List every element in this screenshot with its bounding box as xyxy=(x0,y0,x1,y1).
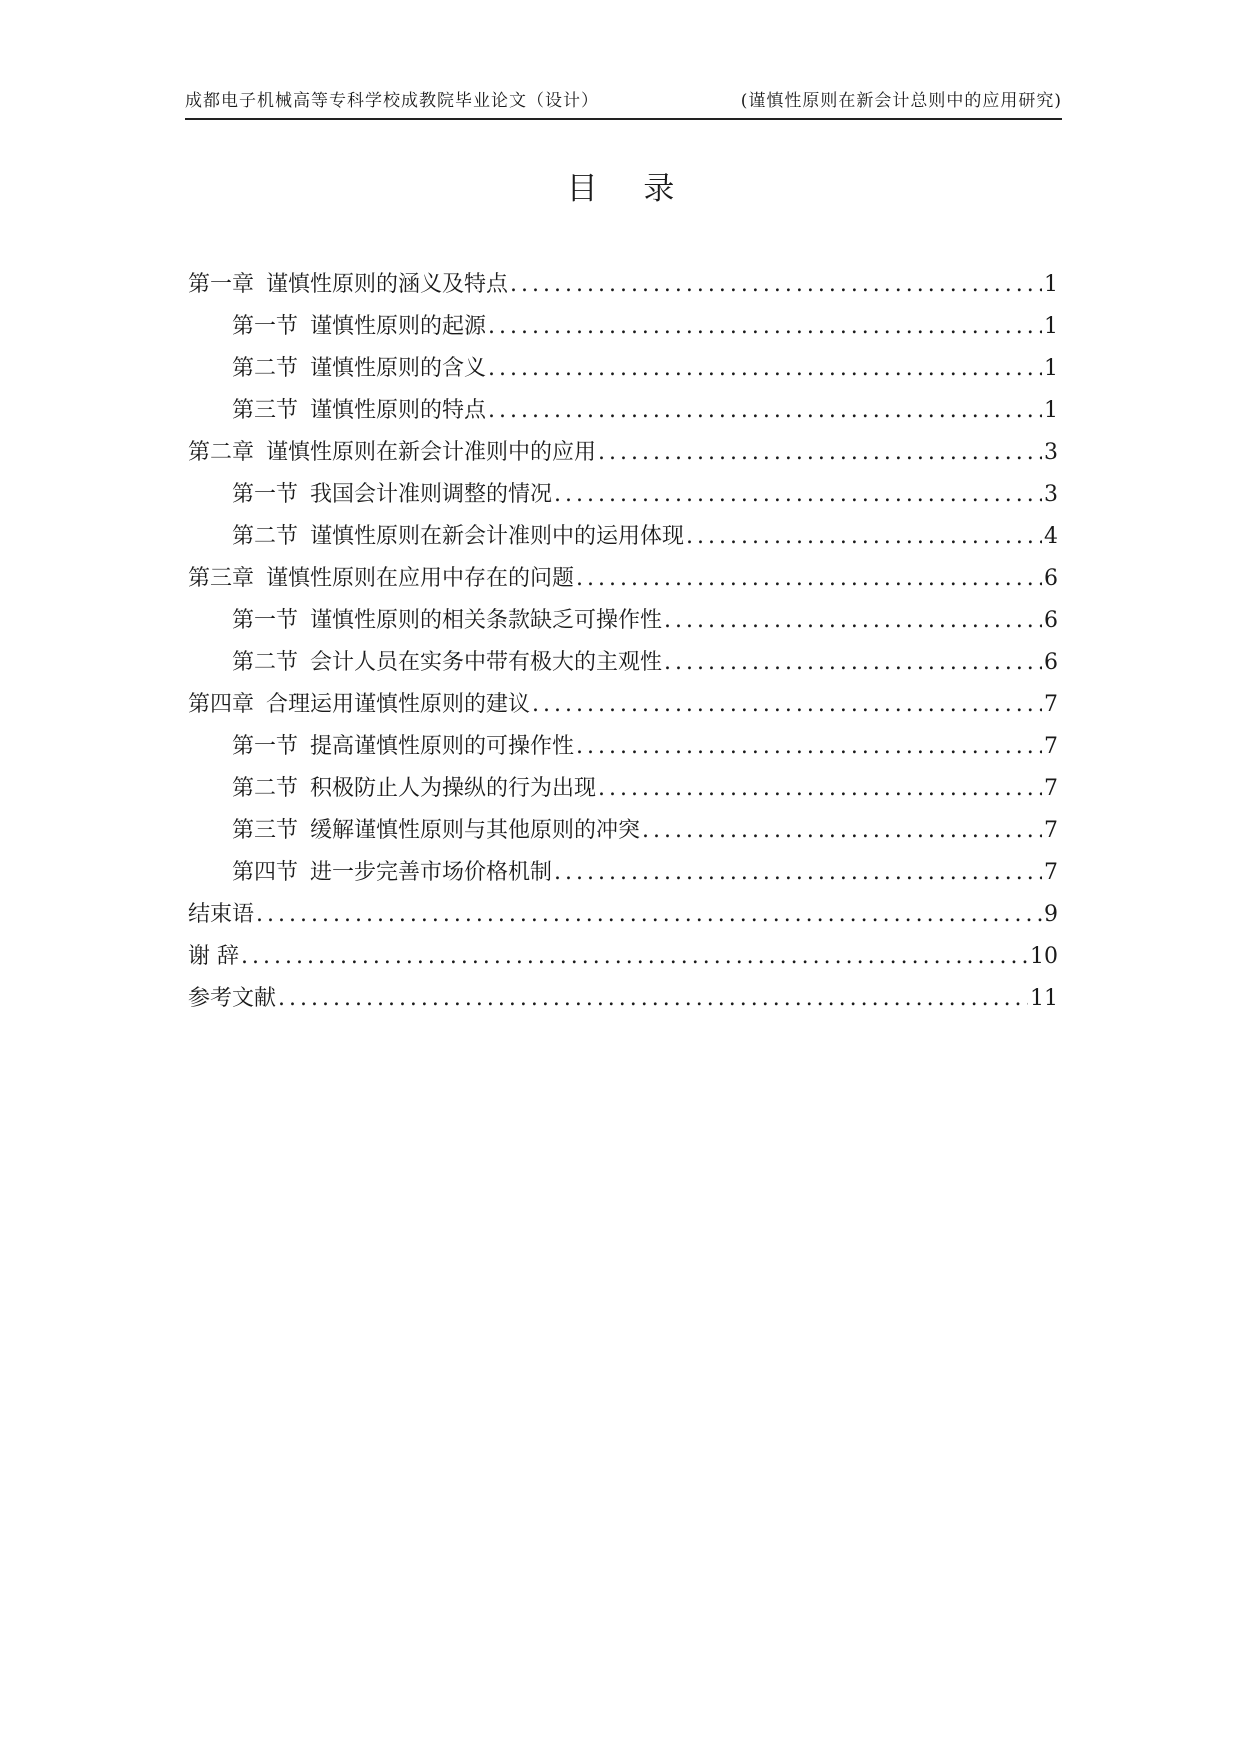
toc-dot-leader xyxy=(488,306,1042,348)
toc-page-number: 7 xyxy=(1044,860,1058,885)
toc-section-entry[interactable] xyxy=(188,810,1058,852)
toc-dot-leader xyxy=(642,810,1042,852)
toc-entry-label: 谨慎性原则在新会计准则中的运用体现 xyxy=(310,524,685,549)
toc-entry-title xyxy=(188,978,276,1020)
toc-entry-number: 第四节 xyxy=(232,860,299,885)
toc-section-entry[interactable] xyxy=(188,600,1058,642)
toc-entry-title xyxy=(232,768,596,810)
toc-page-number: 10 xyxy=(1030,944,1058,969)
header-thesis-title: (谨慎性原则在新会计总则中的应用研究) xyxy=(740,91,1062,111)
toc-page-number: 7 xyxy=(1044,818,1058,843)
toc-page-number: 9 xyxy=(1044,902,1058,927)
toc-dot-leader xyxy=(576,558,1042,600)
toc-entry-title xyxy=(232,390,486,432)
toc-dot-leader xyxy=(554,474,1042,516)
toc-entry-number: 第四章 xyxy=(188,692,255,717)
toc-entry-number: 第二节 xyxy=(232,524,299,549)
toc-entry-label: 缓解谨慎性原则与其他原则的冲突 xyxy=(310,818,641,843)
toc-section-entry[interactable] xyxy=(188,348,1058,390)
toc-section-entry[interactable] xyxy=(188,768,1058,810)
toc-dot-leader xyxy=(278,978,1028,1020)
toc-entry-number: 第一节 xyxy=(232,608,299,633)
toc-chapter-entry[interactable] xyxy=(188,432,1058,474)
toc-entry-label: 谨慎性原则在新会计准则中的应用 xyxy=(266,440,597,465)
toc-section-entry[interactable] xyxy=(188,474,1058,516)
toc-entry-label: 谨慎性原则在应用中存在的问题 xyxy=(266,566,575,591)
toc-dot-leader xyxy=(664,642,1042,684)
toc-entry-title xyxy=(188,894,254,936)
toc-entry-number: 第二章 xyxy=(188,440,255,465)
toc-entry-label: 合理运用谨慎性原则的建议 xyxy=(266,692,531,717)
toc-page-number: 7 xyxy=(1044,776,1058,801)
toc-dot-leader xyxy=(554,852,1042,894)
toc-page-number: 3 xyxy=(1044,440,1058,465)
toc-chapter-entry[interactable] xyxy=(188,684,1058,726)
toc-page-number: 11 xyxy=(1030,986,1058,1011)
toc-entry-title xyxy=(188,684,530,726)
toc-entry-label: 谨慎性原则的相关条款缺乏可操作性 xyxy=(310,608,663,633)
toc-entry-title xyxy=(188,432,596,474)
toc-page-number: 3 xyxy=(1044,482,1058,507)
toc-page-number: 4 xyxy=(1044,524,1058,549)
toc-entry-label: 参考文献 xyxy=(188,986,277,1011)
toc-entry-label: 结束语 xyxy=(188,902,255,927)
toc-entry-title xyxy=(232,810,640,852)
toc-entry-number: 第一节 xyxy=(232,314,299,339)
toc-entry-number: 第二节 xyxy=(232,356,299,381)
toc-dot-leader xyxy=(686,516,1042,558)
toc-chapter-entry[interactable] xyxy=(188,264,1058,306)
toc-entry-title xyxy=(188,558,574,600)
toc-chapter-entry[interactable] xyxy=(188,936,1058,978)
toc-entry-title xyxy=(232,642,662,684)
toc-dot-leader xyxy=(256,894,1042,936)
toc-section-entry[interactable] xyxy=(188,390,1058,432)
toc-entry-title xyxy=(232,726,574,768)
toc-dot-leader xyxy=(598,768,1042,810)
toc-entry-number: 第三节 xyxy=(232,398,299,423)
toc-section-entry[interactable] xyxy=(188,642,1058,684)
toc-page-number: 1 xyxy=(1044,272,1058,297)
toc-page-number: 1 xyxy=(1044,314,1058,339)
toc-entry-label: 谨慎性原则的特点 xyxy=(310,398,487,423)
table-of-contents xyxy=(188,264,1058,1020)
toc-dot-leader xyxy=(241,936,1028,978)
toc-chapter-entry[interactable] xyxy=(188,558,1058,600)
toc-dot-leader xyxy=(488,390,1042,432)
toc-page-number: 6 xyxy=(1044,650,1058,675)
toc-page-number: 1 xyxy=(1044,356,1058,381)
toc-entry-label: 提高谨慎性原则的可操作性 xyxy=(310,734,575,759)
toc-entry-label: 积极防止人为操纵的行为出现 xyxy=(310,776,597,801)
toc-page-number: 1 xyxy=(1044,398,1058,423)
toc-page-number: 6 xyxy=(1044,608,1058,633)
toc-dot-leader xyxy=(532,684,1042,726)
toc-entry-title xyxy=(232,852,552,894)
toc-page-number: 7 xyxy=(1044,734,1058,759)
toc-section-entry[interactable] xyxy=(188,726,1058,768)
toc-chapter-entry[interactable] xyxy=(188,978,1058,1020)
page-title: 目 录 xyxy=(566,171,693,207)
toc-entry-label: 谨慎性原则的涵义及特点 xyxy=(266,272,509,297)
toc-entry-label: 会计人员在实务中带有极大的主观性 xyxy=(310,650,663,675)
toc-entry-title xyxy=(188,264,508,306)
toc-entry-title xyxy=(232,474,552,516)
toc-section-entry[interactable] xyxy=(188,516,1058,558)
toc-entry-title xyxy=(188,936,239,978)
toc-dot-leader xyxy=(488,348,1042,390)
toc-entry-number: 第三节 xyxy=(232,818,299,843)
toc-dot-leader xyxy=(510,264,1042,306)
toc-page-number: 7 xyxy=(1044,692,1058,717)
toc-entry-number: 第一章 xyxy=(188,272,255,297)
toc-entry-title xyxy=(232,516,684,558)
toc-section-entry[interactable] xyxy=(188,852,1058,894)
toc-page-number: 6 xyxy=(1044,566,1058,591)
toc-entry-number: 第一节 xyxy=(232,734,299,759)
toc-entry-label: 进一步完善市场价格机制 xyxy=(310,860,553,885)
toc-entry-title xyxy=(232,600,662,642)
toc-section-entry[interactable] xyxy=(188,306,1058,348)
toc-chapter-entry[interactable] xyxy=(188,894,1058,936)
toc-entry-label: 谨慎性原则的起源 xyxy=(310,314,487,339)
toc-dot-leader xyxy=(576,726,1042,768)
page-header xyxy=(185,88,1062,120)
toc-entry-number: 第一节 xyxy=(232,482,299,507)
toc-dot-leader xyxy=(598,432,1042,474)
toc-entry-label: 谨慎性原则的含义 xyxy=(310,356,487,381)
toc-dot-leader xyxy=(664,600,1042,642)
toc-entry-label: 谢 辞 xyxy=(188,944,239,969)
header-school-title: 成都电子机械高等专科学校成教院毕业论文（设计） xyxy=(185,91,599,111)
toc-entry-label: 我国会计准则调整的情况 xyxy=(310,482,553,507)
toc-entry-number: 第三章 xyxy=(188,566,255,591)
toc-entry-title xyxy=(232,306,486,348)
toc-entry-number: 第二节 xyxy=(232,776,299,801)
toc-entry-title xyxy=(232,348,486,390)
toc-entry-number: 第二节 xyxy=(232,650,299,675)
